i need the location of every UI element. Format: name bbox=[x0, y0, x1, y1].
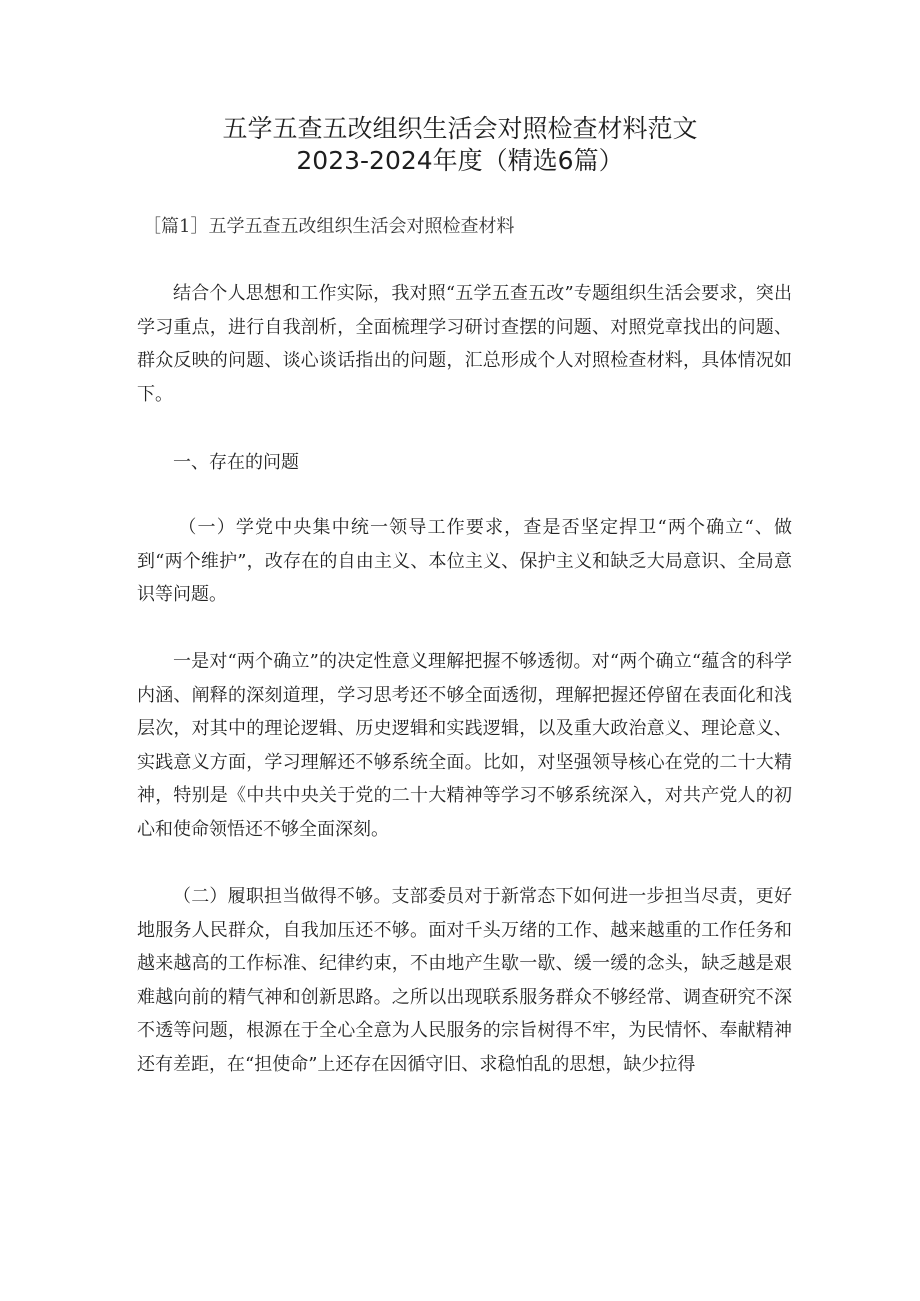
point-one-paragraph: 一是对“两个确立”的决定性意义理解把握不够透彻。对“两个确立“蕴含的科学内涵、阐释的深刻道理，学习思考还不够全面透彻，理解把握还停留在表面化和浅层次，对其中的理论逻辑、历史逻辑和实践逻辑，以及重大政治意义、理论意义、实践意义方面，学习理解还不够系统全面。比如，对坚强领导核心在党的二十大精神，特别是《中共中央关于党的二十大精神等学习不够系统深入，对共产党人的初心和使命领悟还不够全面深刻。 bbox=[137, 651, 792, 840]
section-heading: ［篇1］五学五查五改组织生活会对照检查材料 bbox=[143, 216, 515, 237]
intro-paragraph: 结合个人思想和工作实际，我对照“五学五查五改”专题组织生活会要求，突出学习重点，进行自我剖析，全面梳理学习研讨查摆的问题、对照党章找出的问题、群众反映的问题、谈心谈话指出的问题，汇总形成个人对照检查材料，具体情况如下。 bbox=[137, 283, 792, 405]
heading-existing-problems: 一、存在的问题 bbox=[173, 452, 299, 473]
document-title: 五学五查五改组织生活会对照检查材料范文 bbox=[222, 114, 698, 143]
subsection-one-paragraph: （一）学党中央集中统一领导工作要求，查是否坚定捍卫“两个确立“、做到“两个维护”，改存在的自由主义、本位主义、保护主义和缺乏大局意识、全局意识等问题。 bbox=[137, 517, 792, 606]
document-subtitle: 2023-2024年度（精选6篇） bbox=[296, 146, 624, 175]
subsection-two-paragraph: （二）履职担当做得不够。支部委员对于新常态下如何进一步担当尽责，更好地服务人民群众，自我加压还不够。面对千头万绪的工作、越来越重的工作任务和越来越高的工作标准、纪律约束，不由地产生歇一歇、缓一缓的念头，缺乏越是艰难越向前的精气神和创新思路。之所以出现联系服务群众不够经常、调查研究不深不透等问题，根源在于全心全意为人民服务的宗旨树得不牢，为民情怀、奉献精神还有差距，在“担使命”上还存在因循守旧、求稳怕乱的思想，缺少拉得 bbox=[137, 886, 792, 1075]
